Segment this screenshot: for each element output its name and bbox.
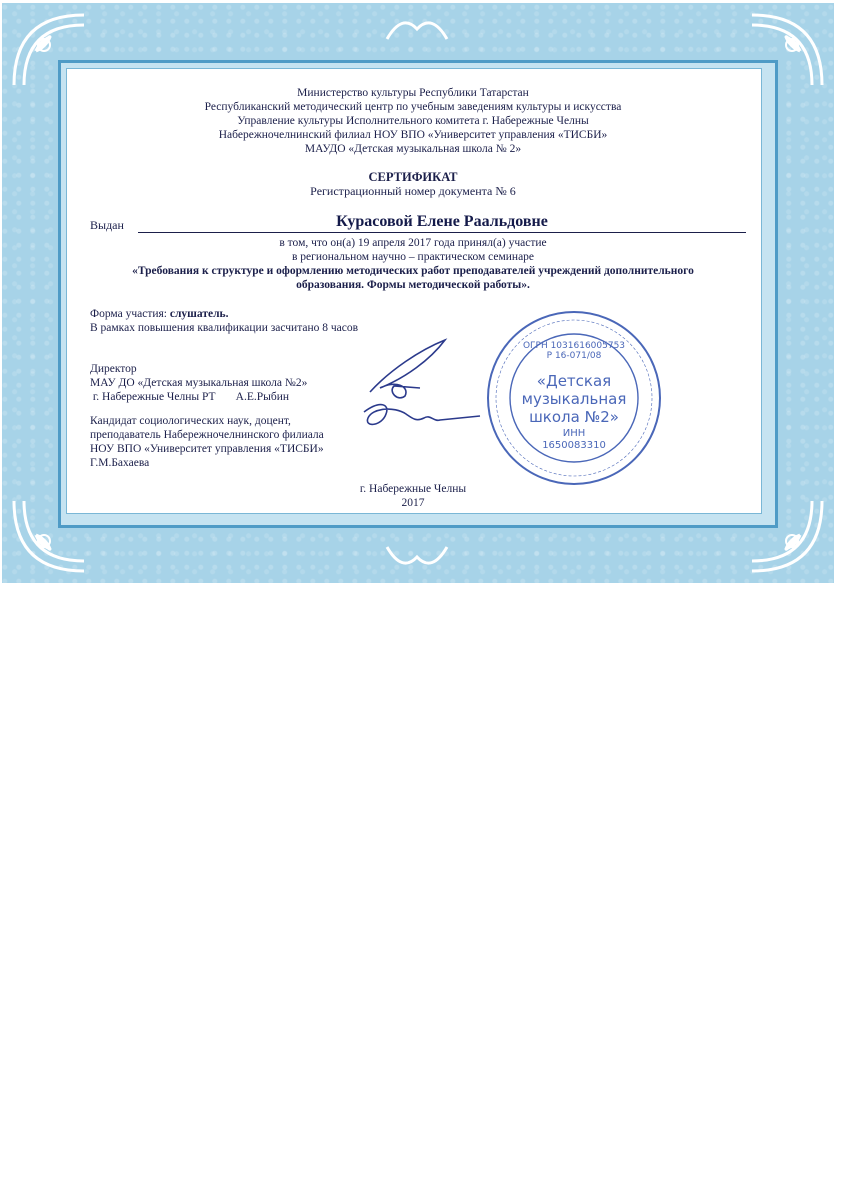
participation-form-value: слушатель.	[169, 308, 229, 320]
registration-number: Регистрационный номер документа № 6	[310, 184, 516, 198]
header-line-ministry: Министерство культуры Республики Татарстан	[297, 87, 529, 99]
official-stamp	[484, 308, 664, 488]
second-signatory-position: преподаватель Набережночелнинского филиала	[90, 429, 324, 441]
stamp-school-line-3: школа №2»	[529, 408, 619, 426]
handwritten-signatures	[350, 330, 490, 450]
stamp-school-line-2: музыкальная	[521, 390, 627, 408]
second-signatory-degree: Кандидат социологических наук, доцент,	[90, 415, 291, 427]
director-city-name: г. Набережные Челны РТ А.Е.Рыбин	[90, 391, 290, 403]
recipient-name: Курасовой Елене Раальдовне	[138, 212, 746, 233]
stamp-ogrn: ОГРН 1031616005753	[522, 341, 626, 351]
footer-year: 2017	[401, 497, 425, 509]
qualification-hours: В рамках повышения квалификации засчитано 8 часов	[90, 322, 359, 334]
stamp-school-line-1: «Детская	[536, 372, 612, 390]
top-center-ornament	[382, 9, 452, 49]
director-title: Директор	[90, 363, 137, 375]
header-line-school: МАУДО «Детская музыкальная школа № 2»	[304, 143, 522, 155]
event-line: в региональном научно – практическом семинаре	[291, 251, 535, 263]
footer-city: г. Набережные Челны	[359, 483, 467, 495]
header-line-management: Управление культуры Исполнительного комитета г. Набережные Челны	[237, 115, 589, 127]
stamp-rno: Р 16-071/08	[546, 351, 602, 361]
header-line-center: Республиканский методический центр по учебным заведениям культуры и искусства	[204, 101, 622, 113]
participation-form	[90, 307, 229, 321]
stamp-inn: 1650083310	[542, 440, 606, 451]
header-line-branch: Набережночелнинский филиал НОУ ВПО «Университет управления «ТИСБИ»	[218, 129, 608, 141]
issued-label: Выдан	[90, 218, 124, 232]
stamp-inn-label: ИНН	[562, 428, 586, 439]
participation-form-label: Форма участия:	[90, 308, 170, 320]
participation-line: в том, что он(а) 19 апреля 2017 года принял(а) участие	[279, 237, 547, 249]
director-org: МАУ ДО «Детская музыкальная школа №2»	[90, 377, 308, 389]
second-signatory-name: Г.М.Бахаева	[90, 457, 150, 469]
second-signatory-org: НОУ ВПО «Университет управления «ТИСБИ»	[90, 443, 324, 455]
certificate-title: СЕРТИФИКАТ	[368, 170, 458, 184]
topic-line-1: «Требования к структуре и оформлению методических работ преподавателей учреждений дополнительного	[132, 265, 694, 277]
topic-line-2: образования. Формы методической работы».	[296, 279, 530, 291]
bottom-center-ornament	[382, 537, 452, 577]
